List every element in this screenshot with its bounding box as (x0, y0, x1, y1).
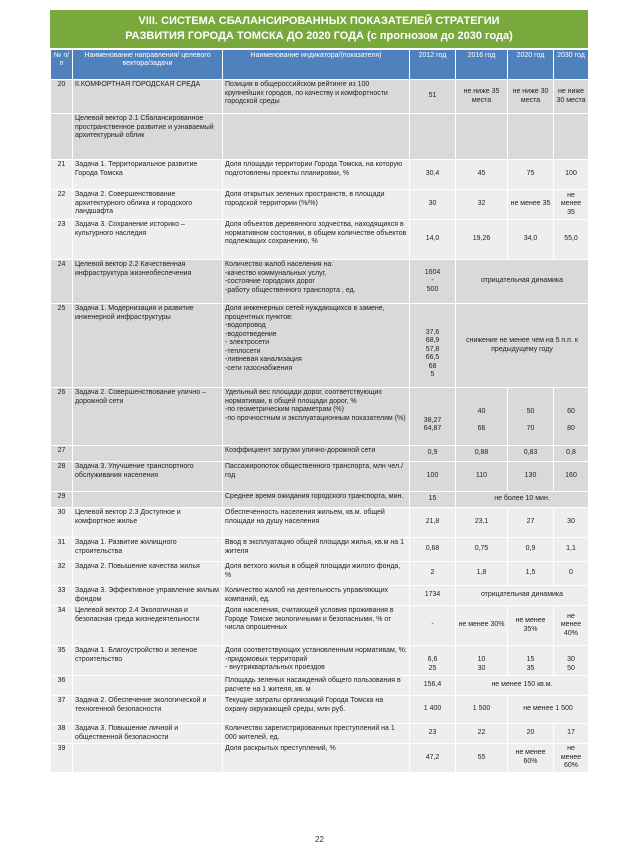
value-2016: 45 (456, 160, 508, 190)
row-name: Задача 3. Повышение личной и общественной безопасности (73, 724, 223, 744)
value-2030: не менее 35 (554, 190, 589, 220)
value-2012: 37,6 68,9 57,8 66,5 68 5 (410, 304, 456, 388)
row-indicator: Доля населения, считающей условия проживания в Городе Томске экологичными и безопасными, % от числа опрошенных (223, 606, 410, 646)
value-2016-2030: не более 10 мин. (456, 492, 589, 508)
row-name: II.КОМФОРТНАЯ ГОРОДСКАЯ СРЕДА (73, 80, 223, 114)
value-2030: 30 50 (554, 646, 589, 676)
value-2016: не менее 30% (456, 606, 508, 646)
row-number: 27 (51, 446, 73, 462)
value-2016-2030: не менее 150 кв.м. (456, 676, 589, 696)
value-2012: 1604 - 500 (410, 260, 456, 304)
row-number: 34 (51, 606, 73, 646)
row-name: Целевой вектор 2.2 Качественная инфраструктура жизнеобеспечения (73, 260, 223, 304)
row-indicator: Удельный вес площади дорог, соответствующих нормативам, в общей площади дорог, % -по геометрическим параметрам (%) -по прочностным и эксплуатационным показателям (%) (223, 388, 410, 446)
row-name: Задача 1. Благоустройство и зеленое строительство (73, 646, 223, 676)
value-2020-2030: не менее 1 500 (508, 696, 589, 724)
row-number: 22 (51, 190, 73, 220)
row-name (73, 744, 223, 773)
row-name: Задача 2. Повышение качества жилья (73, 562, 223, 586)
table-row (51, 724, 589, 744)
table-row (51, 676, 589, 696)
row-indicator: Обеспеченность населения жильем, кв.м. общей площади на душу населения (223, 508, 410, 538)
value-2030: 0 (554, 562, 589, 586)
value-2012: 0,9 (410, 446, 456, 462)
value-2020: 0,83 (508, 446, 554, 462)
value-2030: 55,0 (554, 220, 589, 260)
value-2020: не менее 35% (508, 606, 554, 646)
table-row (51, 114, 589, 160)
row-name: Задача 1. Территориальное развитие Города Томска (73, 160, 223, 190)
value-2020: 15 35 (508, 646, 554, 676)
row-indicator: Доля раскрытых преступлений, % (223, 744, 410, 773)
title-line-2: РАЗВИТИЯ ГОРОДА ТОМСКА ДО 2020 ГОДА (с прогнозом до 2030 года) (125, 30, 513, 42)
row-number: 21 (51, 160, 73, 190)
row-number: 39 (51, 744, 73, 773)
value-2012: 2 (410, 562, 456, 586)
table-row (51, 220, 589, 260)
row-number: 31 (51, 538, 73, 562)
value-2012: 30 (410, 190, 456, 220)
value-2020: 0,9 (508, 538, 554, 562)
row-indicator: Ввод в эксплуатацию общей площади жилья, кв.м на 1 жителя (223, 538, 410, 562)
table-row (51, 646, 589, 676)
value-2030: 1,1 (554, 538, 589, 562)
page-number: 22 (315, 835, 324, 844)
value-2012: - (410, 606, 456, 646)
table-row (51, 606, 589, 646)
value-2016: 1,8 (456, 562, 508, 586)
value-2030: 17 (554, 724, 589, 744)
table-row (51, 388, 589, 446)
value-2016: 40 66 (456, 388, 508, 446)
col-header-no: № п/п (51, 50, 73, 80)
value-2020: не менее 60% (508, 744, 554, 773)
row-name (73, 676, 223, 696)
row-indicator: Доля ветхого жилья в общей площади жилого фонда, % (223, 562, 410, 586)
value-2012: 38,27 64,87 (410, 388, 456, 446)
row-number: 25 (51, 304, 73, 388)
table-row (51, 744, 589, 773)
row-number: 37 (51, 696, 73, 724)
value-2030: не менее 60% (554, 744, 589, 773)
table-row (51, 462, 589, 492)
value-2012: 21,8 (410, 508, 456, 538)
row-indicator: Доля площади территории Города Томска, на которую подготовлены проекты планировки, % (223, 160, 410, 190)
table-row (51, 80, 589, 114)
value-2016: 0,88 (456, 446, 508, 462)
col-header-2016: 2016 год (456, 50, 508, 80)
value-2012: 14,0 (410, 220, 456, 260)
row-number: 30 (51, 508, 73, 538)
row-number: 29 (51, 492, 73, 508)
indicators-table (50, 49, 589, 773)
value-2020: 20 (508, 724, 554, 744)
value-2020: 1,5 (508, 562, 554, 586)
row-indicator: Площадь зеленых насаждений общего пользования в расчете на 1 жителя, кв. м (223, 676, 410, 696)
row-name: Задача 1. Развитие жилищного строительства (73, 538, 223, 562)
row-name: Задача 2. Совершенствование архитектурного облика и городского ландшафта (73, 190, 223, 220)
table-row (51, 160, 589, 190)
row-number: 35 (51, 646, 73, 676)
value-2030: 30 (554, 508, 589, 538)
row-name: Целевой вектор 2.4 Экологичная и безопасная среда жизнедеятельности (73, 606, 223, 646)
value-2020: 27 (508, 508, 554, 538)
row-indicator: Доля открытых зеленых пространств, в площади городской территории (%/%) (223, 190, 410, 220)
row-number: 32 (51, 562, 73, 586)
value-2016: 10 30 (456, 646, 508, 676)
value-2020: 75 (508, 160, 554, 190)
row-number (51, 114, 73, 160)
col-header-2030: 2030 год (554, 50, 589, 80)
value-2016: не ниже 35 места (456, 80, 508, 114)
value-2020: 34,0 (508, 220, 554, 260)
value-2030: 100 (554, 160, 589, 190)
row-name: Задача 2. Обеспечение экологической и техногенной безопасности (73, 696, 223, 724)
table-row (51, 492, 589, 508)
row-number: 20 (51, 80, 73, 114)
table-row (51, 562, 589, 586)
value-2030: 60 80 (554, 388, 589, 446)
table-row (51, 538, 589, 562)
row-indicator: Количество жалоб населения на: -качество коммунальных услуг, -состояние городских дорог -работу общественного транспорта , ед. (223, 260, 410, 304)
col-header-2020: 2020 год (508, 50, 554, 80)
value-2012: 1 400 (410, 696, 456, 724)
table-row (51, 190, 589, 220)
value-2016: 23,1 (456, 508, 508, 538)
value-2012: 6,6 25 (410, 646, 456, 676)
row-indicator: Доля объектов деревянного зодчества, находящихся в нормативном состоянии, в общем количестве объектов подлежащих сохранению, % (223, 220, 410, 260)
row-name: Задача 3. Улучшение транспортного обслуживания населения (73, 462, 223, 492)
value-2012 (410, 114, 456, 160)
row-indicator: Текущие затраты организаций Города Томска на охрану окружающей среды, млн руб. (223, 696, 410, 724)
row-indicator: Количество жалоб на деятельность управляющих компаний, ед. (223, 586, 410, 606)
row-name (73, 446, 223, 462)
value-2016-2030: отрицательная динамика (456, 586, 589, 606)
table-body (51, 80, 589, 773)
row-name: Задача 3. Эффективное управление жилым фондом (73, 586, 223, 606)
row-number: 38 (51, 724, 73, 744)
row-number: 36 (51, 676, 73, 696)
value-2016: 55 (456, 744, 508, 773)
row-indicator: Пассажиропоток общественного транспорта, млн чел./год (223, 462, 410, 492)
value-2012: 51 (410, 80, 456, 114)
row-number: 33 (51, 586, 73, 606)
value-2020: не ниже 30 места (508, 80, 554, 114)
table-header-row (51, 50, 589, 80)
value-2030: не ниже 30 места (554, 80, 589, 114)
value-2020 (508, 114, 554, 160)
value-2012: 1734 (410, 586, 456, 606)
row-indicator: Количество зарегистрированных преступлений на 1 000 жителей, ед. (223, 724, 410, 744)
value-2012: 0,68 (410, 538, 456, 562)
title-line-1: VIII. СИСТЕМА СБАЛАНСИРОВАННЫХ ПОКАЗАТЕЛЕЙ СТРАТЕГИИ (138, 15, 500, 27)
table-row (51, 304, 589, 388)
value-2030: 0,8 (554, 446, 589, 462)
value-2016-2030: отрицательная динамика (456, 260, 589, 304)
value-2012: 30,4 (410, 160, 456, 190)
value-2020: 130 (508, 462, 554, 492)
row-indicator (223, 114, 410, 160)
col-header-indicator: Наименование индикатора/(показателя) (223, 50, 410, 80)
value-2016-2030: снижение не менее чем на 5 п.п. к предыдущему году (456, 304, 589, 388)
value-2030 (554, 114, 589, 160)
row-name: Целевой вектор 2.3 Доступное и комфортное жилье (73, 508, 223, 538)
value-2020: не менее 35 (508, 190, 554, 220)
value-2030: не менее 40% (554, 606, 589, 646)
table-row (51, 696, 589, 724)
row-indicator: Позиция в общероссийском рейтинге из 100 крупнейших городов, по качеству и комфортности городской среды (223, 80, 410, 114)
row-number: 23 (51, 220, 73, 260)
value-2016: 0,75 (456, 538, 508, 562)
row-number: 26 (51, 388, 73, 446)
col-header-2012: 2012 год (410, 50, 456, 80)
value-2016: 110 (456, 462, 508, 492)
page-title (50, 10, 588, 48)
table-row (51, 446, 589, 462)
value-2012: 156,4 (410, 676, 456, 696)
value-2020: 50 70 (508, 388, 554, 446)
row-name: Задача 2. Совершенствование улично – дорожной сети (73, 388, 223, 446)
value-2012: 15 (410, 492, 456, 508)
value-2016: 19,26 (456, 220, 508, 260)
row-indicator: Доля инженерных сетей нуждающихся в замене, процентных пунктов: -водопровод -водоотведение - электросети -теплосети -ливневая канализация -сети газоснабжения (223, 304, 410, 388)
value-2012: 23 (410, 724, 456, 744)
row-name (73, 492, 223, 508)
col-header-name: Наименование направления/ целевого вектора/задачи (73, 50, 223, 80)
row-indicator: Коэффициент загрузки улично-дорожной сети (223, 446, 410, 462)
row-indicator: Среднее время ожидания городского транспорта, мин. (223, 492, 410, 508)
table-row (51, 586, 589, 606)
value-2012: 100 (410, 462, 456, 492)
row-name: Задача 1. Модернизация и развитие инженерной инфраструктуры (73, 304, 223, 388)
table-row (51, 260, 589, 304)
row-name: Задача 3. Сохранение историко – культурного наследия (73, 220, 223, 260)
value-2016 (456, 114, 508, 160)
row-number: 24 (51, 260, 73, 304)
value-2016: 1 500 (456, 696, 508, 724)
value-2016: 22 (456, 724, 508, 744)
row-name: Целевой вектор 2.1 Сбалансированное пространственное развитие и узнаваемый архитектурный облик (73, 114, 223, 160)
value-2016: 32 (456, 190, 508, 220)
value-2030: 160 (554, 462, 589, 492)
row-number: 28 (51, 462, 73, 492)
value-2012: 47,2 (410, 744, 456, 773)
table-row (51, 508, 589, 538)
row-indicator: Доля соответствующих установленным нормативам, %: -придомовых территорий - внутриквартальных проездов (223, 646, 410, 676)
